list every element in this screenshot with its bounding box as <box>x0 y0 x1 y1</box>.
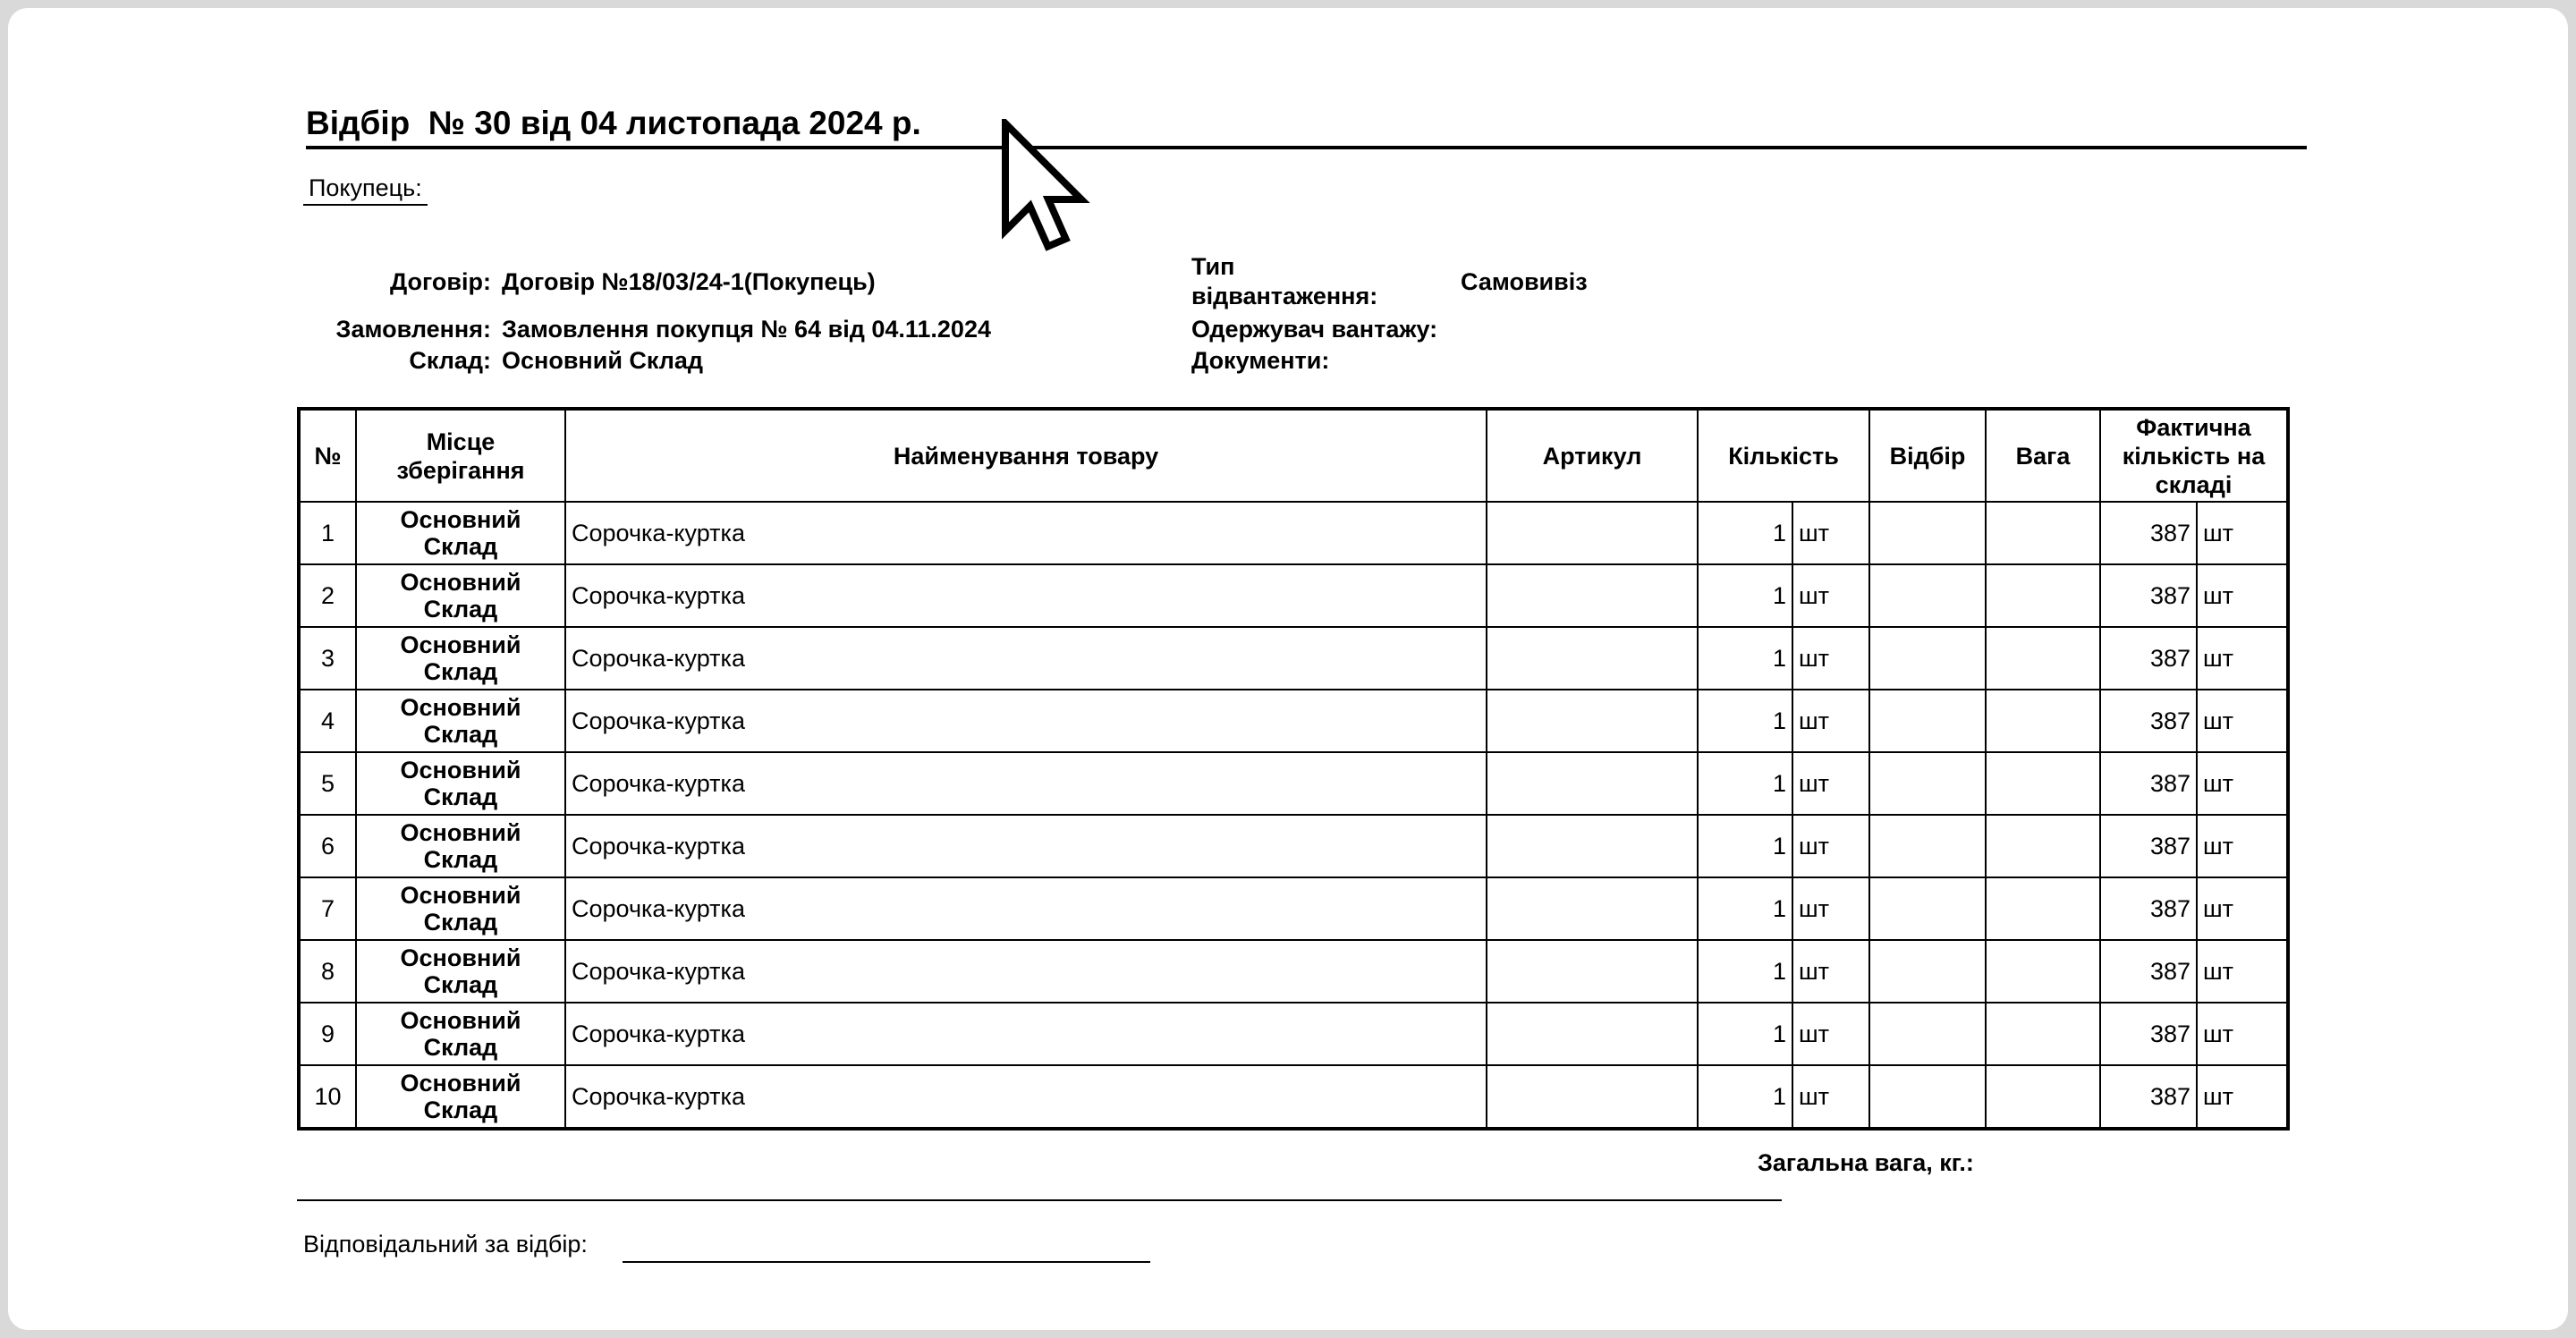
row-product-name: Сорочка-куртка <box>565 627 1487 690</box>
row-quantity-unit: шт <box>1792 940 1869 1003</box>
row-weight <box>1986 815 2100 877</box>
row-num: 5 <box>299 752 356 815</box>
row-weight <box>1986 690 2100 752</box>
row-article <box>1487 564 1698 627</box>
row-actual-quantity: 387 <box>2100 752 2197 815</box>
header-quantity: Кількість <box>1698 409 1869 502</box>
row-actual-unit: шт <box>2197 690 2288 752</box>
row-num: 3 <box>299 627 356 690</box>
row-article <box>1487 877 1698 940</box>
row-pick <box>1869 627 1986 690</box>
row-actual-unit: шт <box>2197 502 2288 564</box>
row-storage-place: Основний Склад <box>356 627 565 690</box>
row-product-name: Сорочка-куртка <box>565 502 1487 564</box>
row-pick <box>1869 1003 1986 1065</box>
row-storage-place: Основний Склад <box>356 502 565 564</box>
row-quantity-unit: шт <box>1792 502 1869 564</box>
order-value: Замовлення покупця № 64 від 04.11.2024 <box>502 316 991 343</box>
row-product-name: Сорочка-куртка <box>565 752 1487 815</box>
table-row <box>299 627 2288 690</box>
row-quantity: 1 <box>1698 815 1792 877</box>
row-actual-quantity: 387 <box>2100 690 2197 752</box>
row-weight <box>1986 564 2100 627</box>
row-quantity: 1 <box>1698 752 1792 815</box>
row-num: 7 <box>299 877 356 940</box>
row-quantity-unit: шт <box>1792 1065 1869 1129</box>
row-product-name: Сорочка-куртка <box>565 690 1487 752</box>
row-pick <box>1869 502 1986 564</box>
shipment-type-value: Самовивіз <box>1461 268 1588 295</box>
consignee-label: Одержувач вантажу: <box>1191 316 1438 343</box>
row-num: 2 <box>299 564 356 627</box>
row-quantity-unit: шт <box>1792 1003 1869 1065</box>
table-row <box>299 940 2288 1003</box>
row-num: 10 <box>299 1065 356 1129</box>
row-actual-unit: шт <box>2197 564 2288 627</box>
row-article <box>1487 502 1698 564</box>
row-quantity-unit: шт <box>1792 564 1869 627</box>
row-actual-unit: шт <box>2197 815 2288 877</box>
table-row <box>299 815 2288 877</box>
shipment-type-label-cont: відвантаження: <box>1191 283 1378 309</box>
header-weight: Вага <box>1986 409 2100 502</box>
signature-line <box>623 1261 1150 1263</box>
footer-divider <box>297 1199 1782 1201</box>
row-article <box>1487 690 1698 752</box>
row-weight <box>1986 940 2100 1003</box>
table-row <box>299 502 2288 564</box>
warehouse-label: Склад: <box>409 347 491 374</box>
buyer-label: Покупець: <box>303 174 428 206</box>
row-quantity: 1 <box>1698 690 1792 752</box>
responsible-label: Відповідальний за відбір: <box>303 1231 588 1258</box>
row-product-name: Сорочка-куртка <box>565 940 1487 1003</box>
row-product-name: Сорочка-куртка <box>565 1003 1487 1065</box>
row-storage-place: Основний Склад <box>356 940 565 1003</box>
row-num: 8 <box>299 940 356 1003</box>
header-num: № <box>299 409 356 502</box>
row-article <box>1487 940 1698 1003</box>
row-actual-unit: шт <box>2197 752 2288 815</box>
table-row <box>299 752 2288 815</box>
document-page <box>8 8 2568 1330</box>
row-actual-quantity: 387 <box>2100 877 2197 940</box>
row-actual-unit: шт <box>2197 1003 2288 1065</box>
row-actual-quantity: 387 <box>2100 502 2197 564</box>
row-quantity: 1 <box>1698 564 1792 627</box>
row-quantity-unit: шт <box>1792 627 1869 690</box>
row-num: 9 <box>299 1003 356 1065</box>
row-weight <box>1986 877 2100 940</box>
row-num: 4 <box>299 690 356 752</box>
row-article <box>1487 1003 1698 1065</box>
row-article <box>1487 815 1698 877</box>
contract-label: Договір: <box>389 268 491 295</box>
row-actual-quantity: 387 <box>2100 1003 2197 1065</box>
row-article <box>1487 627 1698 690</box>
row-quantity: 1 <box>1698 940 1792 1003</box>
row-weight <box>1986 1065 2100 1129</box>
row-quantity: 1 <box>1698 627 1792 690</box>
header-product-name: Найменування товару <box>565 409 1487 502</box>
total-weight-label: Загальна вага, кг.: <box>1758 1149 1974 1176</box>
row-quantity-unit: шт <box>1792 815 1869 877</box>
row-quantity: 1 <box>1698 1065 1792 1129</box>
table-row <box>299 690 2288 752</box>
row-actual-unit: шт <box>2197 627 2288 690</box>
row-quantity: 1 <box>1698 502 1792 564</box>
row-quantity: 1 <box>1698 1003 1792 1065</box>
row-weight <box>1986 627 2100 690</box>
row-actual-quantity: 387 <box>2100 940 2197 1003</box>
row-num: 6 <box>299 815 356 877</box>
row-actual-quantity: 387 <box>2100 815 2197 877</box>
order-label: Замовлення: <box>335 316 491 343</box>
header-article: Артикул <box>1487 409 1698 502</box>
row-pick <box>1869 940 1986 1003</box>
row-storage-place: Основний Склад <box>356 1065 565 1129</box>
row-actual-unit: шт <box>2197 940 2288 1003</box>
row-product-name: Сорочка-куртка <box>565 564 1487 627</box>
row-article <box>1487 1065 1698 1129</box>
shipment-type-label: Тип <box>1191 253 1235 280</box>
row-num: 1 <box>299 502 356 564</box>
table-header-row <box>299 409 2288 502</box>
row-storage-place: Основний Склад <box>356 815 565 877</box>
row-pick <box>1869 877 1986 940</box>
goods-table <box>297 407 2290 1131</box>
row-actual-unit: шт <box>2197 877 2288 940</box>
row-pick <box>1869 815 1986 877</box>
row-storage-place: Основний Склад <box>356 1003 565 1065</box>
row-quantity: 1 <box>1698 877 1792 940</box>
row-actual-quantity: 387 <box>2100 564 2197 627</box>
row-product-name: Сорочка-куртка <box>565 815 1487 877</box>
row-article <box>1487 752 1698 815</box>
row-pick <box>1869 564 1986 627</box>
row-actual-unit: шт <box>2197 1065 2288 1129</box>
header-pick: Відбір <box>1869 409 1986 502</box>
table-row <box>299 877 2288 940</box>
row-product-name: Сорочка-куртка <box>565 877 1487 940</box>
row-storage-place: Основний Склад <box>356 752 565 815</box>
mouse-pointer-icon <box>1001 119 1099 262</box>
row-storage-place: Основний Склад <box>356 564 565 627</box>
table-row <box>299 1003 2288 1065</box>
row-weight <box>1986 502 2100 564</box>
table-row <box>299 564 2288 627</box>
row-product-name: Сорочка-куртка <box>565 1065 1487 1129</box>
row-weight <box>1986 752 2100 815</box>
row-actual-quantity: 387 <box>2100 627 2197 690</box>
document-title: Відбір № 30 від 04 листопада 2024 р. <box>306 105 921 141</box>
title-divider <box>306 146 2307 149</box>
warehouse-value: Основний Склад <box>502 347 704 374</box>
contract-value: Договір №18/03/24-1(Покупець) <box>502 268 876 295</box>
row-pick <box>1869 752 1986 815</box>
header-actual-quantity: Фактична кількість на складі <box>2100 409 2288 502</box>
row-quantity-unit: шт <box>1792 877 1869 940</box>
row-storage-place: Основний Склад <box>356 877 565 940</box>
table-row <box>299 1065 2288 1129</box>
row-pick <box>1869 690 1986 752</box>
row-weight <box>1986 1003 2100 1065</box>
header-storage-place: Місце зберігання <box>356 409 565 502</box>
row-pick <box>1869 1065 1986 1129</box>
documents-label: Документи: <box>1191 347 1330 374</box>
row-actual-quantity: 387 <box>2100 1065 2197 1129</box>
row-quantity-unit: шт <box>1792 690 1869 752</box>
row-quantity-unit: шт <box>1792 752 1869 815</box>
row-storage-place: Основний Склад <box>356 690 565 752</box>
